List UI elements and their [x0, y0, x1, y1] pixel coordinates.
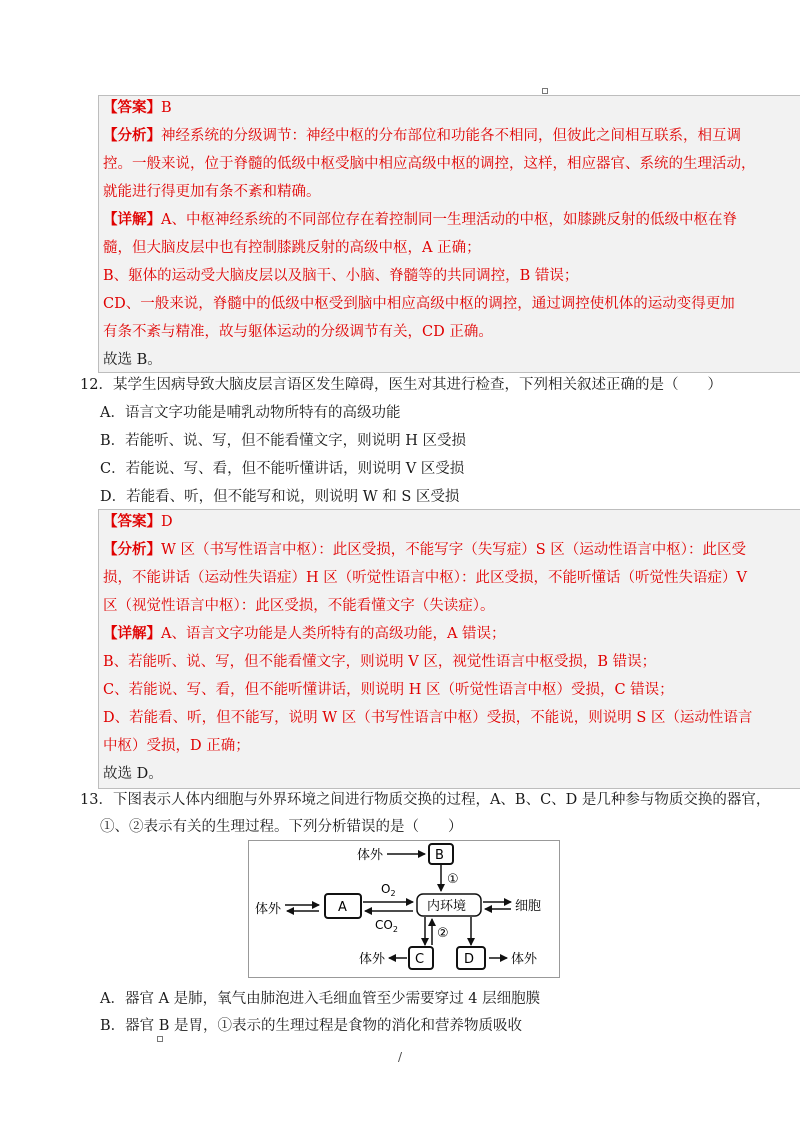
- question-13-stem-1: 13．下图表示人体内细胞与外界环境之间进行物质交换的过程，A、B、C、D 是几种参与物质交换的器官，: [80, 792, 771, 808]
- analysis-label: 【分析】: [103, 127, 161, 144]
- answer-label: 【答案】: [103, 513, 161, 530]
- detail-line-3: B、躯体的运动受大脑皮层以及脑干、小脑、脊髓等的共同调控，B 错误；: [103, 268, 579, 284]
- detail-line-5: 中枢）受损，D 正确；: [103, 738, 250, 754]
- conclusion: 故选 D。: [103, 766, 163, 782]
- detail-line-2: 髓，但大脑皮层中也有控制膝跳反射的高级中枢，A 正确；: [103, 240, 481, 256]
- detail-label: 【详解】: [103, 625, 161, 642]
- analysis-line-1: [103, 536, 746, 564]
- outside-label-top: 体外: [357, 848, 384, 863]
- analysis-text: 神经系统的分级调节：神经中枢的分布部位和功能各不相同，但彼此之间相互联系，相互调: [161, 128, 741, 144]
- co2-subscript: 2: [392, 925, 398, 934]
- internal-env-label: 内环境: [427, 899, 467, 914]
- question-12-option-d: D．若能看、听，但不能写和说，则说明 W 和 S 区受损: [100, 489, 460, 505]
- detail-line-4: CD、一般来说，脊髓中的低级中枢受到脑中相应高级中枢的调控，通过调控使机体的运动变得更加: [103, 296, 735, 312]
- analysis-line-2: 控。一般来说，位于脊髓的低级中枢受脑中相应高级中枢的调控，这样，相应器官、系统的生理活动，: [103, 156, 756, 172]
- o2-text: O: [381, 882, 391, 896]
- answer-label: 【答案】: [103, 99, 161, 116]
- analysis-line-2: 损，不能讲话（运动性失语症）H 区（听觉性语言中枢）：此区受损，不能听懂话（听觉性失语症）V: [103, 570, 747, 586]
- page-marker-bottom: [157, 1036, 163, 1042]
- detail-text: A、语言文字功能是人类所特有的高级功能，A 错误；: [161, 626, 506, 642]
- organ-a-label: A: [338, 900, 347, 915]
- detail-line-5: 有条不紊与精准，故与躯体运动的分级调节有关，CD 正确。: [103, 324, 493, 340]
- co2-text: CO: [375, 918, 393, 932]
- answer-line: [103, 508, 173, 536]
- analysis-line-1: [103, 122, 741, 150]
- detail-text: A、中枢神经系统的不同部位存在着控制同一生理活动的中枢，如膝跳反射的低级中枢在脊: [161, 212, 737, 228]
- detail-line-4: D、若能看、听，但不能写，说明 W 区（书写性语言中枢）受损，不能说，则说明 S 区（运动性语言: [103, 710, 753, 726]
- detail-label: 【详解】: [103, 211, 161, 228]
- question-12-option-b: B．若能听、说、写，但不能看懂文字，则说明 H 区受损: [100, 433, 467, 449]
- organ-d-label: D: [464, 952, 475, 967]
- question-13-stem-2: ①、②表示有关的生理过程。下列分析错误的是（ ）: [100, 819, 463, 835]
- question-13-option-b: B．器官 B 是胃，①表示的生理过程是食物的消化和营养物质吸收: [100, 1018, 523, 1034]
- answer-value: D: [161, 514, 173, 530]
- detail-line-1: [103, 206, 737, 234]
- outside-label-bottom-right: 体外: [511, 952, 538, 967]
- answer-line: [103, 94, 172, 122]
- question-12-option-c: C．若能说、写、看，但不能听懂讲话，则说明 V 区受损: [100, 461, 465, 477]
- process-2-label: ②: [437, 926, 449, 941]
- page-marker: [542, 88, 548, 94]
- analysis-text: W 区（书写性语言中枢）：此区受损，不能写字（失写症）S 区（运动性语言中枢）：此区受: [161, 542, 747, 558]
- detail-line-2: B、若能听、说、写，但不能看懂文字，则说明 V 区，视觉性语言中枢受损，B 错误；: [103, 654, 657, 670]
- outside-label-left: 体外: [255, 902, 282, 917]
- detail-line-1: [103, 620, 506, 648]
- o2-subscript: 2: [390, 889, 396, 898]
- analysis-line-3: 区（视觉性语言中枢）：此区受损，不能看懂文字（失读症）。: [103, 598, 495, 614]
- organ-b-label: B: [435, 848, 444, 863]
- o2-label: [381, 882, 396, 898]
- exchange-diagram-svg: [249, 841, 559, 977]
- cell-label: 细胞: [515, 899, 542, 914]
- analysis-label: 【分析】: [103, 541, 161, 558]
- co2-label: [375, 918, 398, 934]
- organ-c-label: C: [415, 952, 425, 967]
- page-footer: /: [398, 1050, 403, 1064]
- question-12-option-a: A．语言文字功能是哺乳动物所特有的高级功能: [100, 405, 401, 421]
- exchange-diagram: [248, 840, 560, 978]
- process-1-label: ①: [447, 872, 459, 887]
- question-12-stem: 12．某学生因病导致大脑皮层言语区发生障碍，医生对其进行检查，下列相关叙述正确的是（ ）: [80, 377, 722, 393]
- question-13-option-a: A．器官 A 是肺，氧气由肺泡进入毛细血管至少需要穿过 4 层细胞膜: [100, 991, 541, 1007]
- conclusion: 故选 B。: [103, 352, 162, 368]
- answer-value: B: [161, 100, 172, 116]
- analysis-line-3: 就能进行得更加有条不紊和精确。: [103, 184, 321, 200]
- detail-line-3: C、若能说、写、看，但不能听懂讲话，则说明 H 区（听觉性语言中枢）受损，C 错误；: [103, 682, 674, 698]
- outside-label-bottom-left: 体外: [359, 952, 386, 967]
